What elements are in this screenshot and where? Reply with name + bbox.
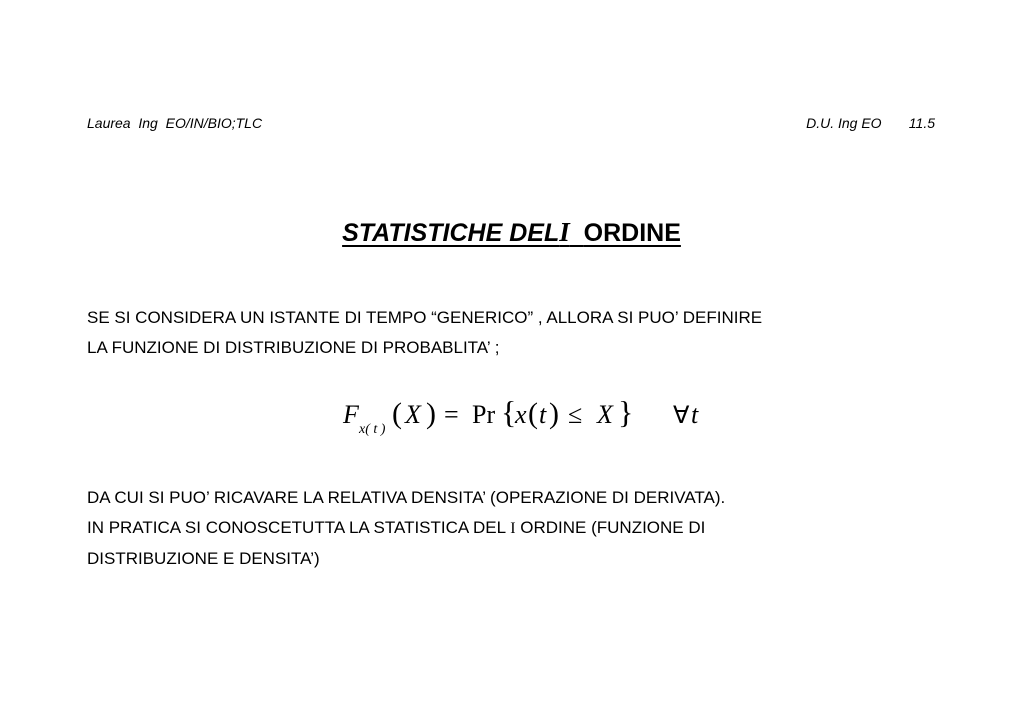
formula-Pr: Pr xyxy=(472,400,496,429)
title-roman-numeral: I xyxy=(559,217,570,247)
formula-brace-close: } xyxy=(618,394,634,430)
formula-forall-t: t xyxy=(691,400,699,429)
conclusion-roman-numeral: I xyxy=(510,520,516,537)
page-title xyxy=(0,217,1023,248)
intro-paragraph xyxy=(87,303,762,363)
formula-x: x xyxy=(515,400,527,429)
formula-svg xyxy=(339,392,719,440)
intro-line-2: LA FUNZIONE DI DISTRIBUZIONE DI PROBABLITA’ ; xyxy=(87,338,500,357)
formula-arg-X: X xyxy=(405,400,421,429)
formula-paren-open-2: ( xyxy=(528,397,538,430)
conclusion-line-3: DISTRIBUZIONE E DENSITA’) xyxy=(87,549,320,568)
header-course-label: Laurea Ing EO/IN/BIO;TLC xyxy=(87,115,263,131)
formula-t: t xyxy=(539,400,547,429)
formula-forall: ∀ xyxy=(673,403,690,429)
formula-X: X xyxy=(597,400,613,429)
formula-F: F xyxy=(343,400,359,429)
intro-line-1: SE SI CONSIDERA UN ISTANTE DI TEMPO “GENERICO” , ALLORA SI PUO’ DEFINIRE xyxy=(87,308,763,327)
title-part-2: ORDINE xyxy=(583,219,681,247)
conclusion-line-1: DA CUI SI PUO’ RICAVARE LA RELATIVA DENSITA’ (OPERAZIONE DI DERIVATA). xyxy=(87,488,726,507)
header-course-code: D.U. Ing EO xyxy=(806,115,882,131)
formula-equals: = xyxy=(444,400,459,429)
formula-paren-open-1: ( xyxy=(392,397,402,430)
distribution-formula xyxy=(0,392,1023,440)
formula-paren-close-1: ) xyxy=(426,397,436,430)
page-number: 11.5 xyxy=(908,115,935,131)
formula-subscript: x( t ) xyxy=(359,422,386,437)
conclusion-paragraph xyxy=(87,483,725,574)
conclusion-line-2-end: ORDINE (FUNZIONE DI xyxy=(515,518,706,537)
formula-brace-open: { xyxy=(501,394,517,430)
formula-paren-close-2: ) xyxy=(549,397,559,430)
header-page-info xyxy=(806,115,935,131)
title-part-1: STATISTICHE DEL xyxy=(342,219,560,247)
formula-leq: ≤ xyxy=(568,400,583,429)
conclusion-line-2-start: IN PRATICA SI CONOSCETUTTA LA STATISTICA DEL xyxy=(87,518,511,537)
conclusion-line-2 xyxy=(87,518,705,537)
